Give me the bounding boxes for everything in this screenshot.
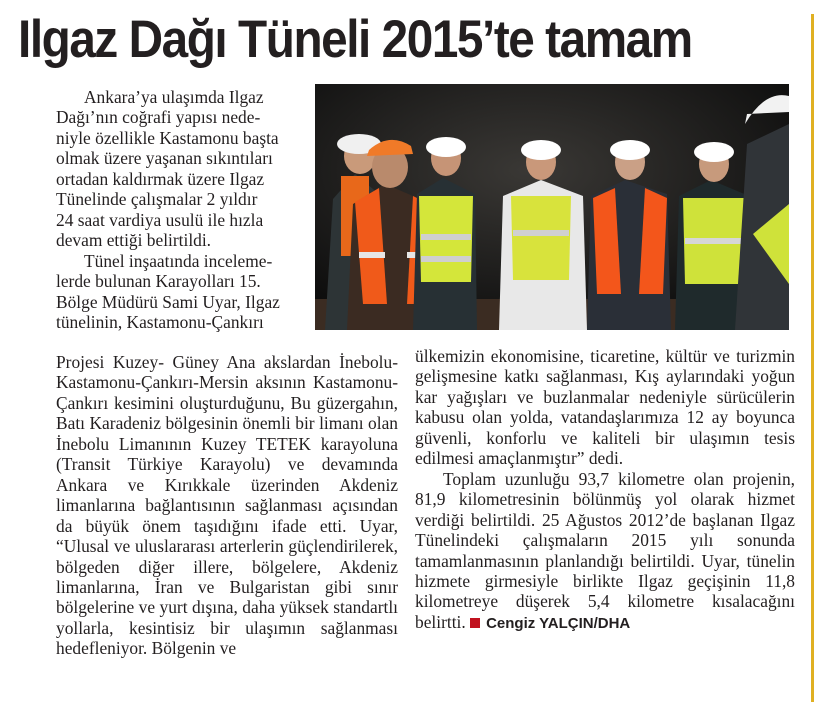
text-line: tünelinin, Kastamonu-Çankırı bbox=[56, 311, 264, 332]
text-line: Tünelinde çalışmalar 2 yıldır bbox=[56, 189, 258, 210]
body-paragraph bbox=[415, 469, 795, 635]
column-rule bbox=[811, 14, 814, 702]
photo-illustration bbox=[315, 84, 789, 330]
text-line: olmak üzere yaşanan sıkıntıları bbox=[56, 148, 273, 169]
text-line: Bölge Müdürü Sami Uyar, Ilgaz bbox=[56, 291, 280, 312]
text-line: lerde bulunan Karayolları 15. bbox=[56, 271, 261, 292]
news-photo bbox=[315, 84, 789, 330]
article-column-left-bottom bbox=[56, 352, 398, 659]
text-line: ortadan kaldırmak üzere Ilgaz bbox=[56, 168, 265, 189]
text-line: Dağı’nın coğrafi yapısı nede- bbox=[56, 107, 261, 128]
byline: Cengiz YALÇIN/DHA bbox=[486, 614, 631, 632]
article-column-left-top bbox=[56, 87, 302, 332]
article-column-right bbox=[415, 346, 795, 634]
body-paragraph: ülkemizin ekonomisine, ticaretine, kültür ve turizmin gelişmesine katkı sağlanması, Kış aylarındaki yoğun kar yağışları ve buzlanmalar nedeniyle sürücülerin kabusu olan yolda, vatandaşlarımıza 12 ay boyunca güvenli, konforlu ve kaliteli bir ulaşımın tesis edilmesi amaçlanmıştır” dedi. bbox=[415, 346, 795, 469]
body-text: Toplam uzunluğu 93,7 kilometre olan projenin, 81,9 kilometresinin bölünmüş yol olarak hizmet verdiği belirtildi. 25 Ağustos 2012’de başlanan Ilgaz Tünelindeki çalışmaların 2015 yılı sonunda tamamlanmasının planlandığı belirtildi. Uyar, tünelin hizmete girmesiyle birlikte Ilgaz geçişinin 11,8 kilometreye düşerek 5,4 kilometre kısalacağını belirtti. bbox=[415, 468, 795, 632]
text-line: Tünel inşaatında inceleme- bbox=[84, 250, 273, 271]
body-paragraph: Projesi Kuzey- Güney Ana akslardan İnebolu-Kastamonu-Çankırı-Mersin aksının Kastamonu-Çankırı kesimini oluşturduğunu, Bu güzergahın, Batı Karadeniz bölgesinin önemli bir limanı olan İnebolu Limanının Kuzey TETEK karayoluna (Transit Türkiye Karayolu) ve devamında Ankara ve Kırıkkale üzerinden Akdeniz limanlarına bağlantısının sağlanması açısından da büyük önem taşıdığını ifade etti. Uyar, “Ulusal ve uluslararası arterlerin güçlendirilerek, bölgeden diğer illere, bölgelere, Akdeniz limanlarına, İran ve Bulgaristan gibi sınır bölgelerine ve yurt dışına, daha yüksek standartlı yollarla, kesintisiz bir ulaşımın sağlanması hedefleniyor. Bölgenin ve bbox=[56, 352, 398, 659]
text-line: 24 saat vardiya usulü ile hızla bbox=[56, 209, 264, 230]
text-line: devam ettiği belirtildi. bbox=[56, 230, 212, 251]
text-line: niyle özellikle Kastamonu başta bbox=[56, 127, 279, 148]
headline: Ilgaz Dağı Tüneli 2015’te tamam bbox=[18, 10, 692, 69]
text-line: Ankara’ya ulaşımda Ilgaz bbox=[84, 87, 264, 107]
byline-marker bbox=[470, 618, 480, 628]
